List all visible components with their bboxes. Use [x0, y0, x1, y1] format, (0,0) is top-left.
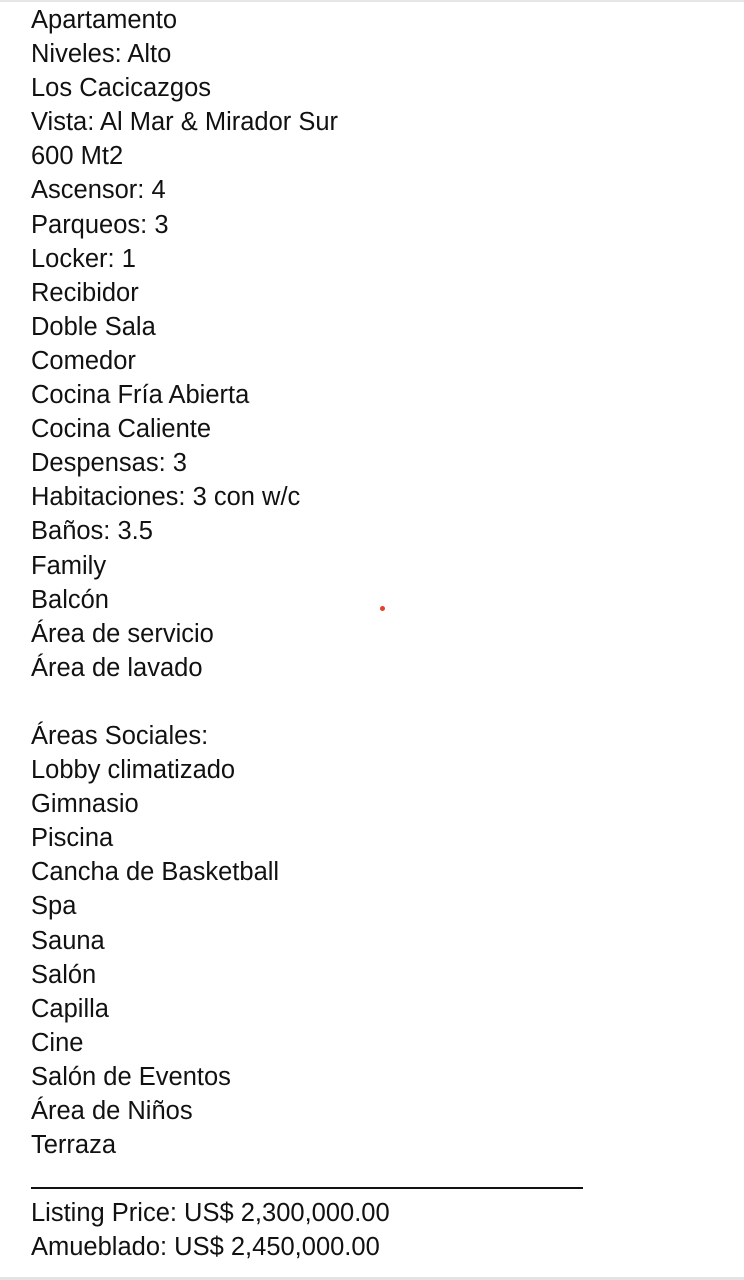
social-item-pool: Piscina	[31, 824, 114, 853]
social-item-cinema: Cine	[31, 1028, 84, 1057]
view: Vista: Al Mar & Mirador Sur	[31, 108, 339, 137]
blank-line	[31, 685, 731, 719]
social-item-hall: Salón	[31, 960, 97, 989]
property-type: Apartamento	[31, 6, 178, 34]
service-area: Área de servicio	[31, 619, 214, 648]
social-item-event-hall: Salón de Eventos	[31, 1062, 231, 1091]
social-item-gym: Gimnasio	[31, 790, 139, 819]
note-body[interactable]	[31, 3, 731, 1264]
red-dot	[380, 606, 385, 611]
social-item-spa: Spa	[31, 892, 77, 921]
dining-room: Comedor	[31, 346, 136, 375]
bedrooms: Habitaciones: 3 con w/c	[31, 483, 301, 512]
social-item-sauna: Sauna	[31, 926, 105, 955]
location: Los Cacicazgos	[31, 74, 212, 103]
listing-price: Listing Price: US$ 2,300,000.00	[31, 1199, 390, 1228]
social-areas-heading: Áreas Sociales:	[31, 721, 209, 750]
social-item-kids-area: Área de Niños	[31, 1097, 193, 1125]
social-item-terrace: Terraza	[31, 1131, 117, 1160]
foyer: Recibidor	[31, 278, 139, 307]
top-edge	[0, 0, 744, 2]
bathrooms: Baños: 3.5	[31, 517, 153, 546]
laundry-area: Área de lavado	[31, 653, 203, 682]
pantries: Despensas: 3	[31, 449, 187, 478]
parking: Parqueos: 3	[31, 210, 169, 239]
levels: Niveles: Alto	[31, 40, 172, 69]
divider	[31, 1162, 731, 1196]
locker: Locker: 1	[31, 244, 136, 273]
double-living-room: Doble Sala	[31, 312, 156, 341]
social-item-basketball: Cancha de Basketball	[31, 858, 280, 887]
divider-rule	[31, 1187, 583, 1189]
social-item-chapel: Capilla	[31, 994, 109, 1023]
open-cold-kitchen: Cocina Fría Abierta	[31, 381, 250, 410]
balcony: Balcón	[31, 585, 109, 614]
elevators: Ascensor: 4	[31, 176, 166, 205]
social-item-lobby: Lobby climatizado	[31, 756, 236, 785]
hot-kitchen: Cocina Caliente	[31, 415, 212, 444]
furnished-price: Amueblado: US$ 2,450,000.00	[31, 1233, 380, 1262]
family-room: Family	[31, 551, 107, 580]
area-size: 600 Mt2	[31, 142, 124, 171]
